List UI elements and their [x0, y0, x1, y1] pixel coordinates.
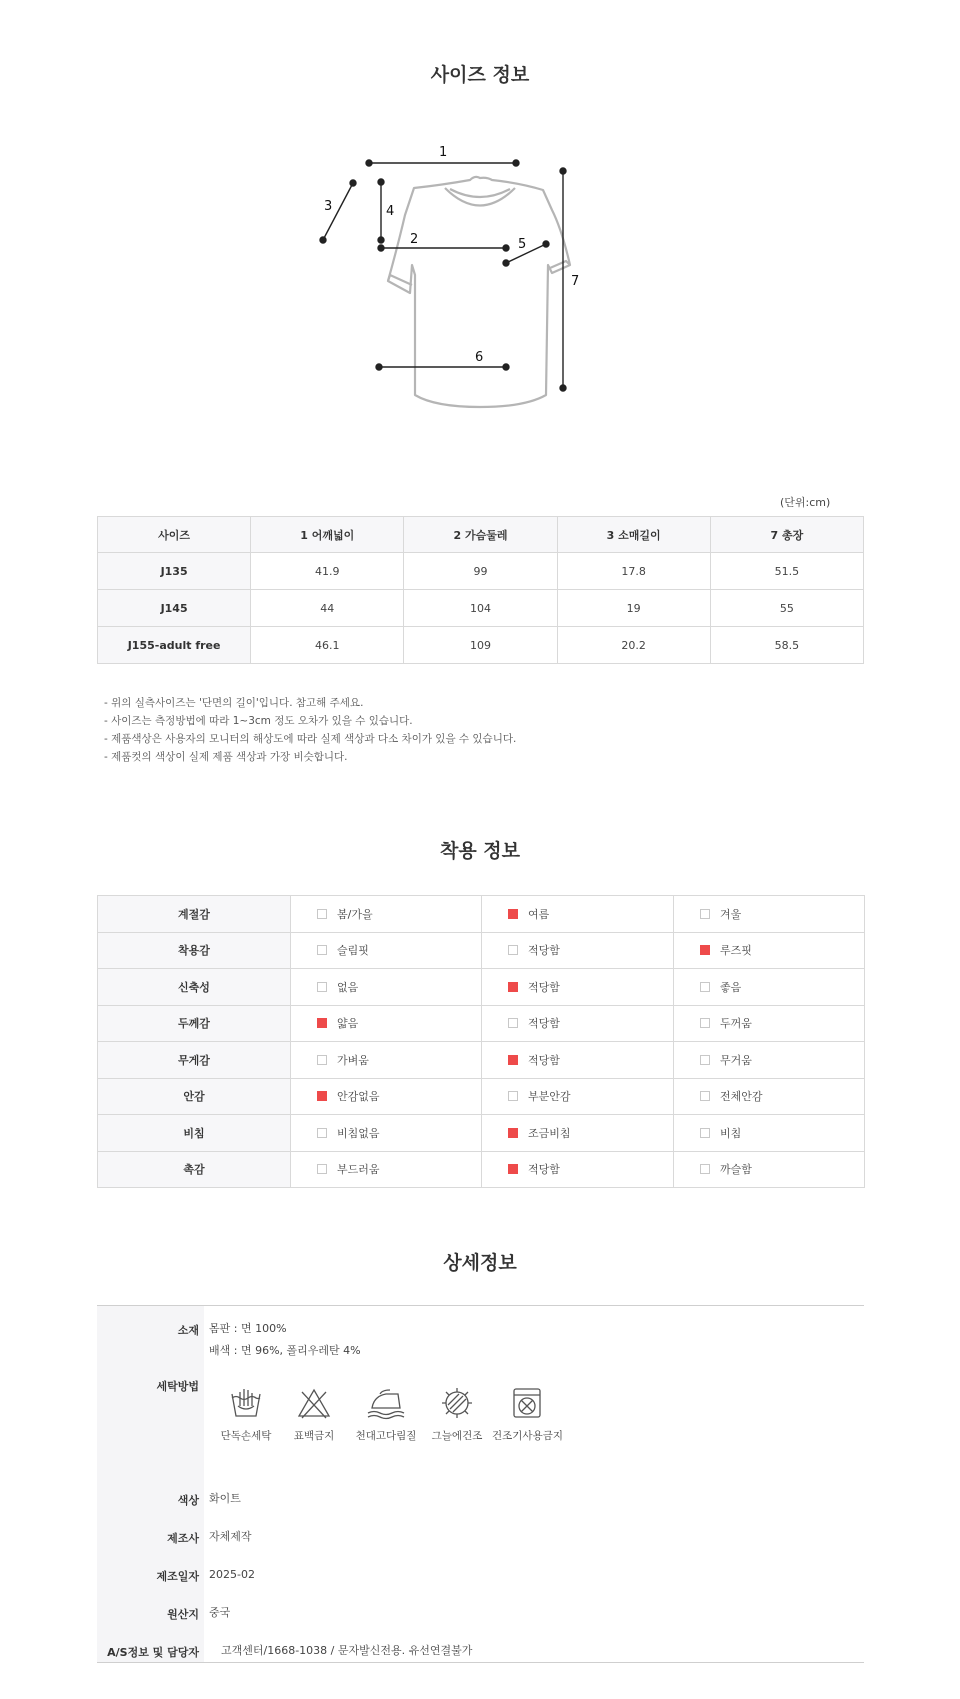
unchecked-checkbox [700, 909, 710, 919]
size-name-cell: J135 [98, 553, 251, 590]
size-header-cell: 2 가슴둘레 [404, 517, 557, 553]
wash-item [351, 1386, 421, 1443]
unchecked-checkbox [508, 1018, 518, 1028]
size-value-cell: 41.9 [251, 553, 404, 590]
fit-option-cell [482, 969, 674, 1006]
fit-row-label: 계절감 [98, 896, 291, 933]
size-value-cell: 58.5 [710, 627, 863, 664]
collar-inner-outline [450, 189, 510, 197]
color-value: 화이트 [209, 1492, 241, 1505]
fit-option-cell [291, 1042, 482, 1079]
table-row [98, 969, 865, 1006]
origin-value: 중국 [209, 1606, 231, 1619]
unchecked-checkbox [700, 982, 710, 992]
fit-option-label: 안감없음 [337, 1090, 380, 1104]
color-label: 색상 [177, 1494, 199, 1507]
diagram-label-5: 5 [518, 237, 527, 252]
material-line: 몸판 : 면 100% [209, 1322, 287, 1335]
wash-item-label: 천대고다림질 [355, 1430, 417, 1442]
table-row [98, 932, 865, 969]
fit-row-label: 안감 [98, 1078, 291, 1115]
as-label: A/S정보 및 담당자 [107, 1646, 199, 1659]
detail-info-table [97, 1305, 864, 1663]
fit-option-cell [674, 1005, 865, 1042]
wash-item-label: 단독손세탁 [220, 1430, 272, 1442]
fit-row-label: 무게감 [98, 1042, 291, 1079]
note-line: - 사이즈는 측정방법에 따라 1~3cm 정도 오차가 있을 수 있습니다. [104, 715, 413, 727]
size-value-cell: 109 [404, 627, 557, 664]
size-notes [104, 694, 516, 766]
fit-option-label: 무거움 [720, 1053, 752, 1067]
maker-label: 제조사 [167, 1532, 199, 1545]
fit-option-label: 조금비침 [528, 1126, 571, 1140]
note-line: - 제품색상은 사용자의 모니터의 해상도에 따라 실제 색상과 다소 차이가 있을 수 있습니다. [104, 733, 517, 745]
shade-dry-icon [439, 1386, 475, 1420]
size-value-cell: 44 [251, 590, 404, 627]
diagram-label-6: 6 [475, 350, 484, 365]
fit-row-label: 촉감 [98, 1151, 291, 1188]
fit-option-label: 봄/가을 [337, 907, 373, 921]
fit-option-cell [674, 1151, 865, 1188]
fit-option-label: 가벼움 [337, 1053, 369, 1067]
checked-checkbox [508, 982, 518, 992]
tshirt-measurement-diagram [324, 145, 650, 430]
size-name-cell: J145 [98, 590, 251, 627]
fit-option-cell [482, 1115, 674, 1152]
table-row [98, 1115, 865, 1152]
fit-row-label: 비침 [98, 1115, 291, 1152]
no-bleach-icon [296, 1386, 332, 1420]
table-row [98, 553, 864, 590]
unchecked-checkbox [317, 982, 327, 992]
fit-option-cell [482, 896, 674, 933]
fit-option-label: 적당함 [528, 1053, 560, 1067]
fit-option-cell [674, 969, 865, 1006]
fit-option-cell [482, 1005, 674, 1042]
size-value-cell: 51.5 [710, 553, 863, 590]
unchecked-checkbox [700, 1055, 710, 1065]
fit-option-cell [674, 1042, 865, 1079]
diagram-label-2: 2 [410, 232, 419, 247]
fit-option-label: 적당함 [528, 1017, 560, 1031]
table-row [98, 1005, 865, 1042]
fit-option-label: 겨울 [720, 907, 742, 921]
size-header-cell: 7 총장 [710, 517, 863, 553]
size-name-cell: J155-adult free [98, 627, 251, 664]
fit-option-cell [291, 1151, 482, 1188]
unchecked-checkbox [700, 1164, 710, 1174]
fit-option-label: 비침없음 [337, 1126, 380, 1140]
wash-item [492, 1386, 562, 1443]
unchecked-checkbox [317, 1055, 327, 1065]
size-value-cell: 99 [404, 553, 557, 590]
fit-option-label: 얇음 [337, 1017, 359, 1031]
fit-option-label: 비침 [720, 1126, 742, 1140]
unchecked-checkbox [317, 909, 327, 919]
fit-option-label: 적당함 [528, 1163, 560, 1177]
table-row [98, 1078, 865, 1115]
fit-option-label: 좋음 [720, 980, 742, 994]
size-value-cell: 55 [710, 590, 863, 627]
tshirt-body-outline [388, 177, 570, 407]
size-value-cell: 20.2 [557, 627, 710, 664]
unchecked-checkbox [700, 1018, 710, 1028]
size-section-title: 사이즈 정보 [430, 64, 530, 86]
maker-value: 자체제작 [209, 1530, 252, 1543]
fit-option-cell [291, 969, 482, 1006]
fit-table [97, 895, 865, 1188]
size-value-cell: 104 [404, 590, 557, 627]
wash-item [211, 1386, 281, 1443]
material-value [209, 1318, 361, 1362]
size-table [97, 516, 864, 664]
size-header-cell: 3 소매길이 [557, 517, 710, 553]
unchecked-checkbox [508, 1091, 518, 1101]
date-value: 2025-02 [209, 1568, 255, 1581]
size-header-cell: 1 어깨넓이 [251, 517, 404, 553]
detail-section-title: 상세정보 [443, 1252, 517, 1274]
checked-checkbox [700, 945, 710, 955]
date-label: 제조일자 [156, 1570, 199, 1583]
material-line: 배색 : 면 96%, 폴리우레탄 4% [209, 1344, 361, 1357]
fit-option-label: 전체안감 [720, 1090, 763, 1104]
unchecked-checkbox [317, 1128, 327, 1138]
fit-option-cell [482, 1042, 674, 1079]
fit-option-label: 부드러움 [337, 1163, 380, 1177]
checked-checkbox [508, 1164, 518, 1174]
fit-option-label: 두꺼움 [720, 1017, 752, 1031]
size-value-cell: 46.1 [251, 627, 404, 664]
size-value-cell: 17.8 [557, 553, 710, 590]
fit-section-title: 착용 정보 [439, 840, 521, 862]
fit-option-cell [291, 1078, 482, 1115]
unchecked-checkbox [508, 945, 518, 955]
wash-item-label: 표백금지 [293, 1430, 335, 1442]
diagram-label-1: 1 [439, 145, 448, 160]
diagram-label-7: 7 [571, 274, 580, 289]
origin-label: 원산지 [167, 1608, 199, 1621]
wash-icons [209, 1386, 589, 1466]
fit-option-cell [674, 896, 865, 933]
fit-option-label: 루즈핏 [720, 944, 752, 958]
fit-row-label: 신축성 [98, 969, 291, 1006]
checked-checkbox [508, 909, 518, 919]
fit-option-label: 까슬함 [720, 1163, 752, 1177]
unchecked-checkbox [700, 1128, 710, 1138]
size-header-cell: 사이즈 [98, 517, 251, 553]
fit-option-cell [291, 1115, 482, 1152]
size-value-cell: 19 [557, 590, 710, 627]
checked-checkbox [317, 1091, 327, 1101]
table-row [98, 590, 864, 627]
size-unit-label: (단위:cm) [780, 496, 831, 509]
fit-option-cell [674, 1078, 865, 1115]
wash-item-label: 그늘에건조 [431, 1430, 483, 1442]
material-label: 소재 [177, 1324, 199, 1337]
fit-option-cell [482, 932, 674, 969]
wash-item [422, 1386, 492, 1443]
iron-cloth-icon [366, 1386, 406, 1420]
unchecked-checkbox [700, 1091, 710, 1101]
diagram-label-3: 3 [324, 199, 333, 214]
table-row [98, 896, 865, 933]
fit-row-label: 착용감 [98, 932, 291, 969]
wash-item [279, 1386, 349, 1443]
fit-row-label: 두께감 [98, 1005, 291, 1042]
unchecked-checkbox [317, 945, 327, 955]
checked-checkbox [317, 1018, 327, 1028]
fit-option-cell [291, 932, 482, 969]
note-line: - 위의 실측사이즈는 '단면의 길이'입니다. 참고해 주세요. [104, 697, 364, 709]
fit-option-cell [482, 1151, 674, 1188]
fit-option-cell [482, 1078, 674, 1115]
fit-option-label: 슬림핏 [337, 944, 369, 958]
table-row [98, 1151, 865, 1188]
checked-checkbox [508, 1055, 518, 1065]
fit-option-cell [291, 896, 482, 933]
fit-option-label: 적당함 [528, 944, 560, 958]
note-line: - 제품컷의 색상이 실제 제품 색상과 가장 비슷합니다. [104, 751, 348, 763]
unchecked-checkbox [317, 1164, 327, 1174]
fit-option-label: 여름 [528, 907, 550, 921]
fit-option-cell [674, 932, 865, 969]
diagram-label-4: 4 [386, 204, 395, 219]
fit-option-label: 적당함 [528, 980, 560, 994]
checked-checkbox [508, 1128, 518, 1138]
as-value: 고객센터/1668-1038 / 문자발신전용. 유선연결불가 [221, 1644, 473, 1657]
wash-item-label: 건조기사용금지 [492, 1430, 564, 1442]
fit-option-cell [291, 1005, 482, 1042]
no-tumble-dry-icon [509, 1386, 545, 1420]
fit-option-cell [674, 1115, 865, 1152]
table-row [98, 627, 864, 664]
hand-wash-icon [228, 1386, 264, 1420]
fit-option-label: 없음 [337, 980, 359, 994]
wash-label: 세탁방법 [156, 1380, 199, 1393]
fit-option-label: 부분안감 [528, 1090, 571, 1104]
size-table-header [98, 517, 864, 553]
table-row [98, 1042, 865, 1079]
